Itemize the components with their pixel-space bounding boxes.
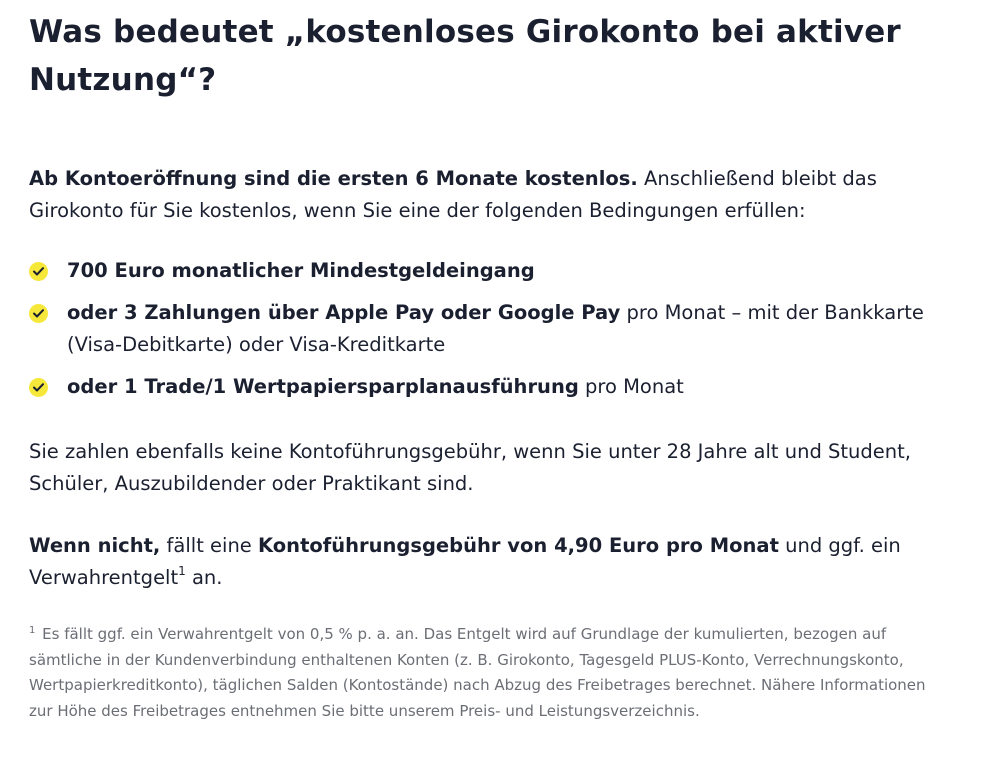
check-circle-icon — [29, 304, 48, 323]
condition-item — [29, 371, 969, 403]
footnote-reference[interactable]: 1 — [178, 564, 186, 578]
condition-bold: oder 1 Trade/1 Wertpapiersparplanausführung — [67, 375, 579, 398]
footnote-marker: 1 — [29, 625, 36, 636]
condition-item — [29, 255, 969, 287]
fee-text: fällt eine — [160, 534, 259, 557]
fee-amount: Kontoführungsgebühr von 4,90 Euro pro Monat — [258, 534, 779, 557]
condition-item — [29, 297, 969, 361]
fee-text: und ggf. ein Verwahrentgelt — [29, 534, 901, 589]
page-title: Was bedeutet „kostenloses Girokonto bei aktiver Nutzung“? — [29, 14, 901, 98]
student-note: Sie zahlen ebenfalls keine Kontoführungsgebühr, wenn Sie unter 28 Jahre alt und Student, Schüler, Auszubildender oder Praktikant sind. — [29, 440, 911, 495]
conditions-list — [29, 255, 969, 413]
fee-bold-lead: Wenn nicht, — [29, 534, 161, 557]
fee-text: an. — [185, 566, 223, 589]
condition-text: pro Monat – mit der Bankkarte (Visa-Debitkarte) oder Visa-Kreditkarte — [67, 301, 924, 356]
condition-bold: oder 3 Zahlungen über Apple Pay oder Google Pay — [67, 301, 621, 324]
condition-text: pro Monat — [578, 375, 684, 398]
intro-paragraph — [29, 163, 969, 227]
check-circle-icon — [29, 262, 48, 281]
footnote — [29, 622, 949, 724]
footnote-text: Es fällt ggf. ein Verwahrentgelt von 0,5 % p. a. an. Das Entgelt wird auf Grundlage der kumulierten, bezogen auf sämtliche in der Kundenverbindung enthaltenen Konten (z. B. Girokonto, Tagesgeld PLUS-Konto, Verrechnungskonto, Wertpapierkreditkonto), täglichen Salden (Kontostände) nach Abzug des Freibetrages berechnet. Nähere Informationen zur Höhe des Freibetrages entnehmen Sie bitte unserem Preis- und Leistungsverzeichnis. — [29, 625, 926, 720]
check-circle-icon — [29, 378, 48, 397]
intro-bold: Ab Kontoeröffnung sind die ersten 6 Monate kostenlos. — [29, 167, 638, 190]
intro-text: Anschließend bleibt das Girokonto für Sie kostenlos, wenn Sie eine der folgenden Bedingungen erfüllen: — [29, 167, 877, 222]
fee-paragraph — [29, 530, 969, 594]
condition-bold: 700 Euro monatlicher Mindestgeldeingang — [67, 259, 535, 282]
